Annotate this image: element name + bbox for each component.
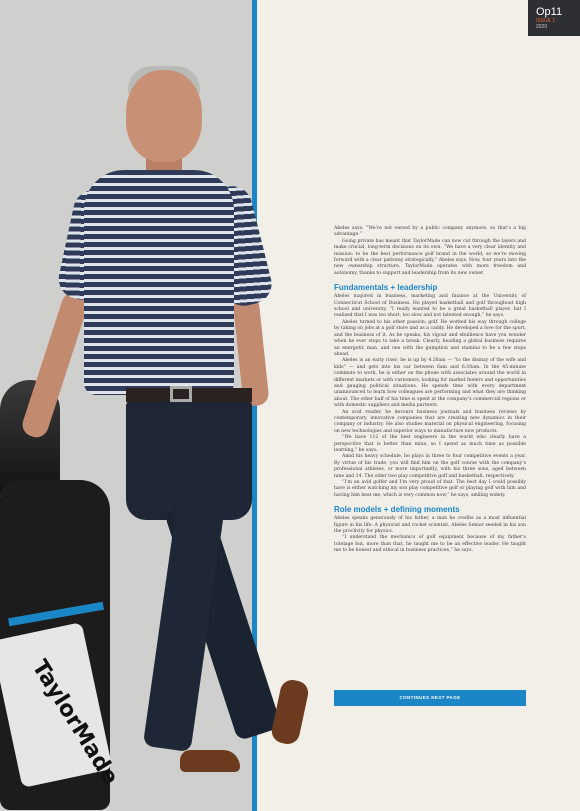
- paragraph: Abeles is an early riser; he is up by 4.30am — “to the dismay of the wife and kids” — and gets into his car between 6am and 6.30am. In the 45-minute commute to work, he is either on the phone with associates around the world in different markets or with customers, looking for market feelers and opportunities and gauging political situations. He spends time with every department unannounced to learn how colleagues are performing and what they are thinking about. The other half of his time is spent at the company’s commercial regions or with domestic suppliers and media partners.: [334, 358, 526, 409]
- section-heading: Role models + defining moments: [334, 505, 460, 515]
- paragraph: Going private has meant that TaylorMade can now cut through the layers and make crucial, long-term decisions on its own. “We have a very clear identity and mission: to be the best performance golf brand in the world; so we’re moving forward with a clear pathway strategically,” Abeles says. Now, four years into the new ownership structure, TaylorMade operates with more freedom and autonomy, thanks to support and leadership from its new owner.: [334, 238, 526, 276]
- paragraph: Amid his heavy schedule, he plays in three to four competitive events a year. By virtue of his trade, you will find him on the golf course with the company’s professional athletes, or more importantly, with his three sons, aged between nine and 14. The older two play competitive golf and basketball, respectively.: [334, 454, 526, 479]
- page-tag: [528, 0, 580, 36]
- bag-brand-logo: TaylorMade: [26, 655, 123, 790]
- paragraph: “We have 112 of the best engineers in the world who clearly have a perspective that is better than mine, so I spend as much time as possible learning,” he says.: [334, 435, 526, 453]
- bag-stripe: [8, 602, 104, 627]
- paragraph: Abeles speaks generously of his father, a man he credits as a most influential figure in his life. A physicist and rocket scientist, Abeles Senior seeded in his son the proclivity for physics.: [334, 516, 526, 535]
- page-tag-issue: ISSUE 1: [536, 18, 556, 24]
- golf-bag: [0, 480, 123, 810]
- paragraph: Abeles majored in business, marketing and finance at the University of Connecticut School of Business. He played basketball and golf throughout high school and university. “I really wanted to be a great basketball player, but I realised that I was too short, too slow and not talented enough,” he says.: [334, 294, 526, 319]
- paragraph: Abeles says. “We’re not owned by a public company anymore, so that’s a big advantage.”: [334, 226, 526, 238]
- paragraph: Abeles turned to his other passion: golf. He worked his way through college by taking on jobs at a golf store and as a caddy. He developed a love for the sport, and the business of it. As he speaks, his vigour and ebullience have you wonder when he ever stops to take a break. Clearly, heading a global business requires an energetic man, and one with the gumption and stamina to be a few steps ahead.: [334, 319, 526, 357]
- right-shoe: [270, 678, 311, 746]
- article-body: [334, 226, 526, 555]
- left-shoe: [180, 750, 240, 772]
- continues-next-page-banner[interactable]: CONTINUES NEXT PAGE: [334, 690, 526, 706]
- paragraph: An avid reader, he devours business journals and business reviews by contemporary, innovative companies that are creating new dynamics in their company or industry. He also studies material on physical engineering, focusing on new technologies and superior ways to manufacture new products.: [334, 409, 526, 434]
- paragraph: “I understand the mechanics of golf equipment because of my father’s tutelage but, more than that, he taught me to be an effective leader. He taught me to be honest and ethical in business practices,” he says.: [334, 535, 526, 554]
- striped-polo-shirt: [84, 170, 234, 395]
- section-heading: Fundamentals + leadership: [334, 283, 438, 293]
- paragraph: “I’m an avid golfer and I’m very proud of that. The best day I could possibly have is either watching my son play competitive golf or playing golf with him and having him beat me, which is very common now,” he says, smiling widely.: [334, 480, 526, 498]
- page-tag-year: 2020: [536, 24, 548, 30]
- belt-buckle: [170, 386, 192, 402]
- golfer-photo: [0, 60, 330, 811]
- page-tag-code: Op11: [536, 6, 563, 18]
- head: [126, 70, 202, 162]
